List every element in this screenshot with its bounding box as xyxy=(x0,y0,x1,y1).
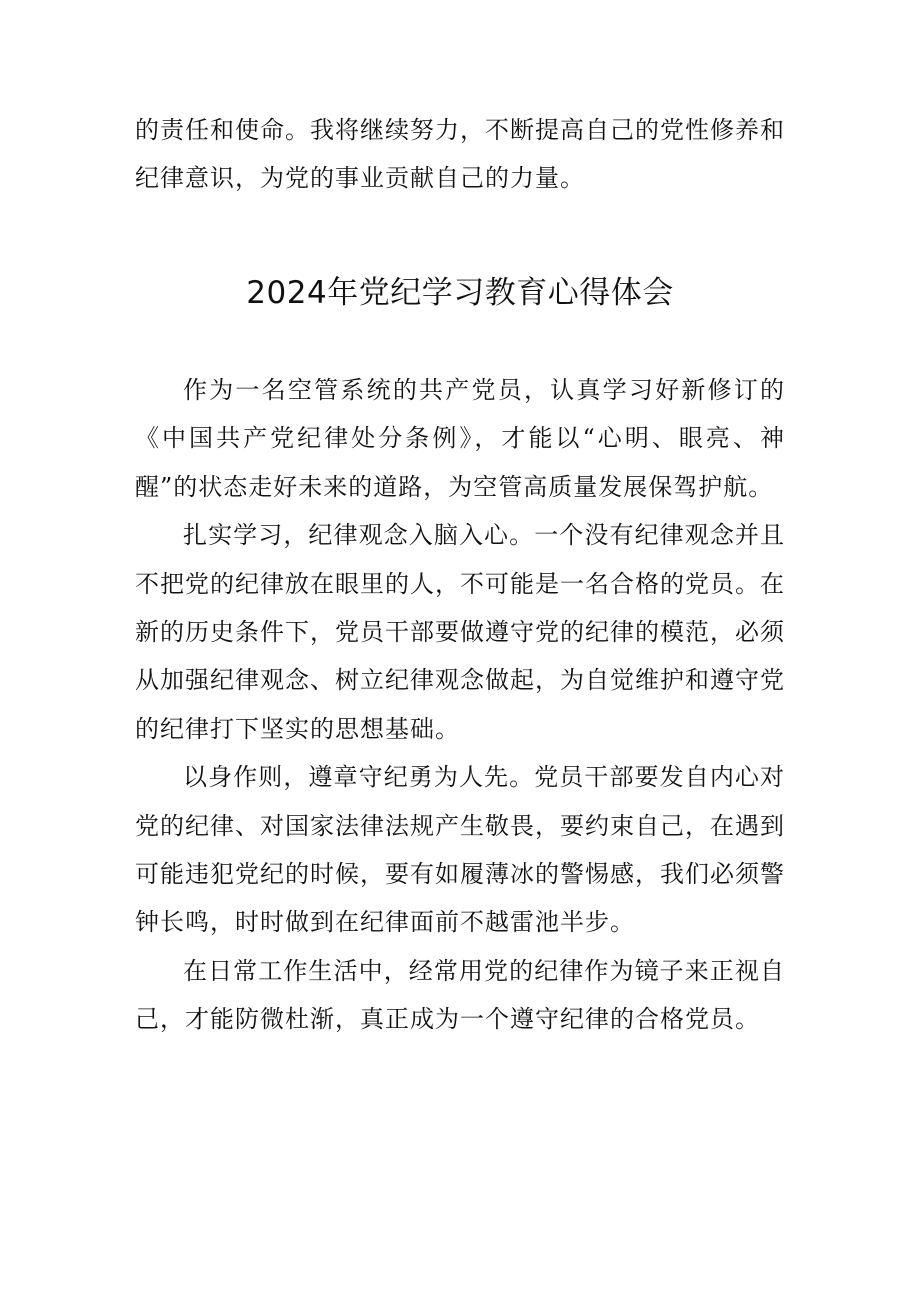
continuation-paragraph: 的责任和使命。我将继续努力，不断提高自己的党性修养和纪律意识，为党的事业贡献自己的力量。 xyxy=(135,116,785,193)
body-paragraph-1: 作为一名空管系统的共产党员，认真学习好新修订的《中国共产党纪律处分条例》，才能以“心明、眼亮、神醒”的状态走好未来的道路，为空管高质量发展保驾护航。 xyxy=(135,376,785,501)
document-body xyxy=(135,366,785,1044)
body-paragraph-4: 在日常工作生活中，经常用党的纪律作为镜子来正视自己，才能防微杜渐，真正成为一个遵守纪律的合格党员。 xyxy=(135,956,785,1034)
body-paragraph-2: 扎实学习，纪律观念入脑入心。一个没有纪律观念并且不把党的纪律放在眼里的人，不可能是一名合格的党员。在新的历史条件下，党员干部要做遵守党的纪律的模范，必须从加强纪律观念、树立纪律观念做起，为自觉维护和遵守党的纪律打下坚实的思想基础。 xyxy=(135,521,785,743)
document-title: 2024年党纪学习教育心得体会 xyxy=(246,275,674,311)
body-paragraph-3: 以身作则，遵章守纪勇为人先。党员干部要发自内心对党的纪律、对国家法律法规产生敬畏，要约束自己，在遇到可能违犯党纪的时候，要有如履薄冰的警惕感，我们必须警钟长鸣，时时做到在纪律面前不越雷池半步。 xyxy=(135,763,785,937)
